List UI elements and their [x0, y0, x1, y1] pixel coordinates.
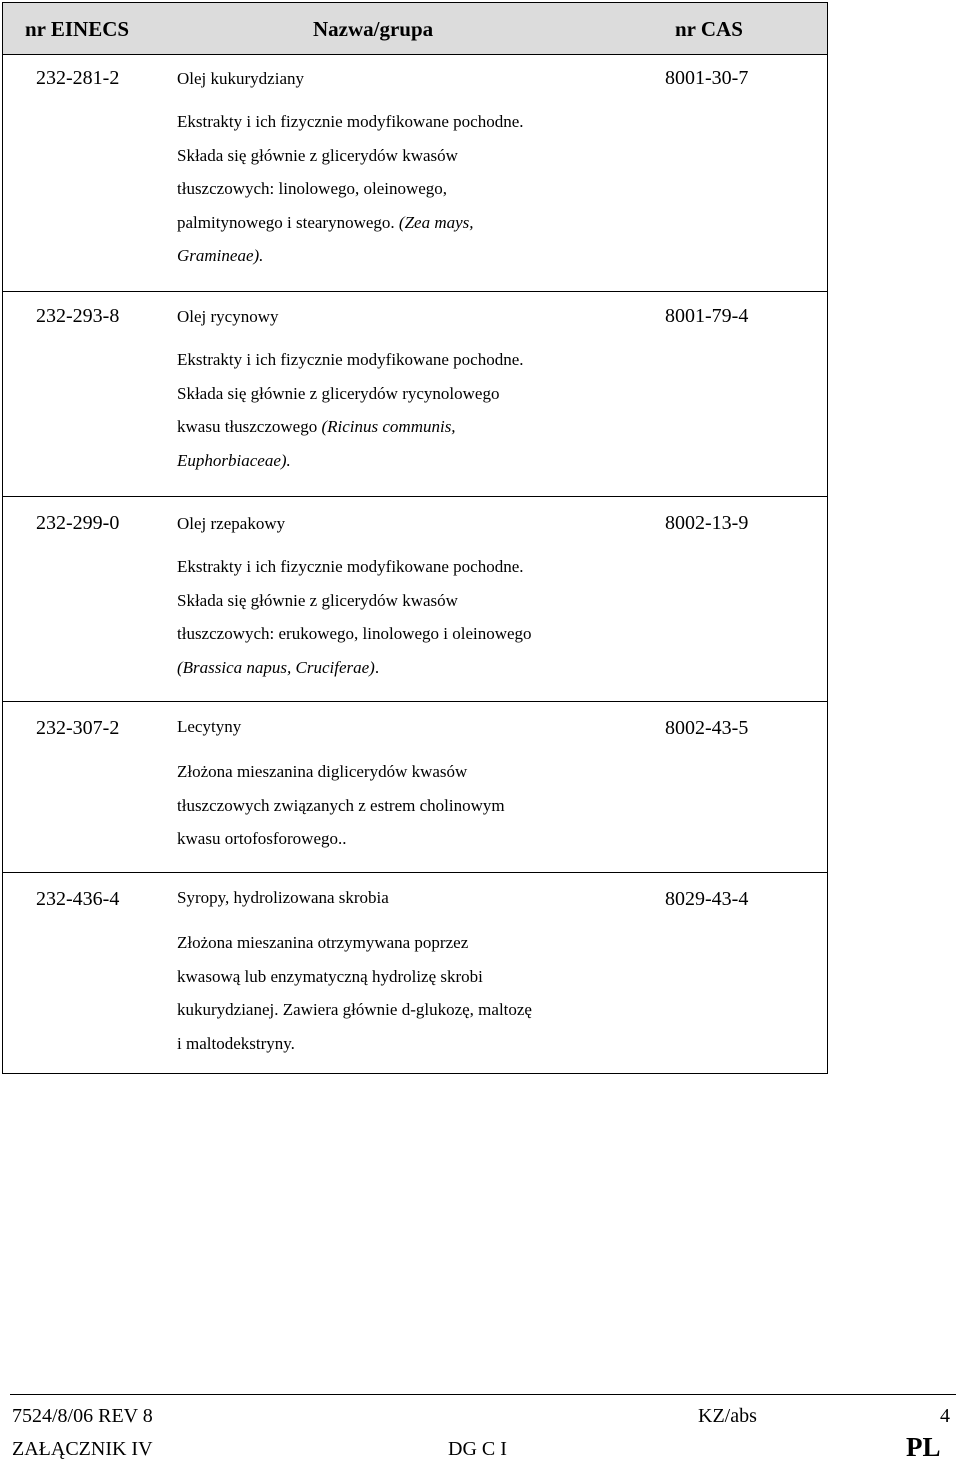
latin-name: (Ricinus communis, — [321, 417, 456, 436]
cas-number: 8002-13-9 — [665, 512, 749, 534]
table-header — [3, 3, 827, 55]
page-number: 4 — [940, 1405, 950, 1427]
einecs-number: 232-281-2 — [36, 67, 120, 89]
einecs-number: 232-436-4 — [36, 888, 120, 910]
description-text: kwasu tłuszczowego — [177, 417, 318, 436]
header-name: Nazwa/grupa — [313, 17, 434, 41]
header-cas: nr CAS — [675, 17, 743, 41]
description-line: Ekstrakty i ich fizycznie modyfikowane pochodne. — [177, 112, 524, 131]
description-line: tłuszczowych: linolowego, oleinowego, — [177, 179, 448, 198]
description-line: Złożona mieszanina diglicerydów kwasów — [177, 762, 468, 781]
author-initials: KZ/abs — [698, 1405, 757, 1427]
einecs-number: 232-299-0 — [36, 512, 120, 534]
header-einecs: nr EINECS — [25, 17, 130, 41]
cas-number: 8029-43-4 — [665, 888, 749, 910]
description-line: i maltodekstryny. — [177, 1033, 295, 1053]
description-line: Składa się głównie z glicerydów kwasów — [177, 590, 458, 610]
description-line: tłuszczowych związanych z estrem cholinowym — [177, 795, 505, 815]
substance-name: Olej kukurydziany — [177, 69, 304, 88]
latin-name: Gramineae). — [177, 246, 264, 265]
substance-description — [177, 105, 607, 273]
cas-number: 8001-79-4 — [665, 305, 749, 327]
cas-number: 8002-43-5 — [665, 717, 749, 739]
description-line: Ekstrakty i ich fizycznie modyfikowane pochodne. — [177, 557, 524, 576]
latin-name: (Brassica napus, Cruciferae) — [177, 657, 375, 677]
language-code: PL — [906, 1432, 941, 1462]
doc-reference: 7524/8/06 REV 8 — [12, 1405, 153, 1427]
description-line — [177, 206, 607, 240]
description-line: kwasu ortofosforowego.. — [177, 829, 347, 848]
substance-description — [177, 343, 607, 477]
description-line: tłuszczowych: erukowego, linolowego i oleinowego — [177, 624, 532, 643]
annex-label: ZAŁĄCZNIK IV — [12, 1438, 153, 1460]
footer-rule — [10, 1394, 956, 1395]
latin-name: (Zea mays, — [398, 212, 474, 232]
description-line: Ekstrakty i ich fizycznie modyfikowane pochodne. — [177, 350, 524, 369]
row-divider — [3, 872, 827, 873]
substance-name: Olej rzepakowy — [177, 514, 286, 533]
substance-name: Olej rycynowy — [177, 307, 279, 326]
description-line — [177, 651, 607, 685]
substance-name: Lecytyny — [177, 717, 242, 736]
description-line: Złożona mieszanina otrzymywana poprzez — [177, 933, 469, 952]
description-line — [177, 410, 607, 444]
row-divider — [3, 291, 827, 292]
cas-number: 8001-30-7 — [665, 67, 749, 89]
substance-table — [2, 2, 828, 1074]
latin-name: Euphorbiaceae). — [177, 450, 291, 470]
description-text: palmitynowego i stearynowego. — [177, 212, 395, 232]
einecs-number: 232-307-2 — [36, 717, 120, 739]
description-line: kukurydzianej. Zawiera głównie d-glukozę, maltozę — [177, 1000, 532, 1019]
substance-name: Syropy, hydrolizowana skrobia — [177, 888, 389, 907]
row-divider — [3, 496, 827, 497]
description-line: Składa się głównie z glicerydów rycynolowego — [177, 383, 500, 403]
description-line: kwasową lub enzymatyczną hydrolizę skrobi — [177, 966, 483, 986]
description-line: Składa się głównie z glicerydów kwasów — [177, 145, 458, 165]
substance-description — [177, 926, 607, 1060]
description-text: . — [374, 657, 380, 677]
row-divider — [3, 701, 827, 702]
einecs-number: 232-293-8 — [36, 305, 120, 327]
dg-label: DG C I — [448, 1438, 507, 1460]
substance-description — [177, 550, 607, 684]
substance-description — [177, 755, 607, 856]
